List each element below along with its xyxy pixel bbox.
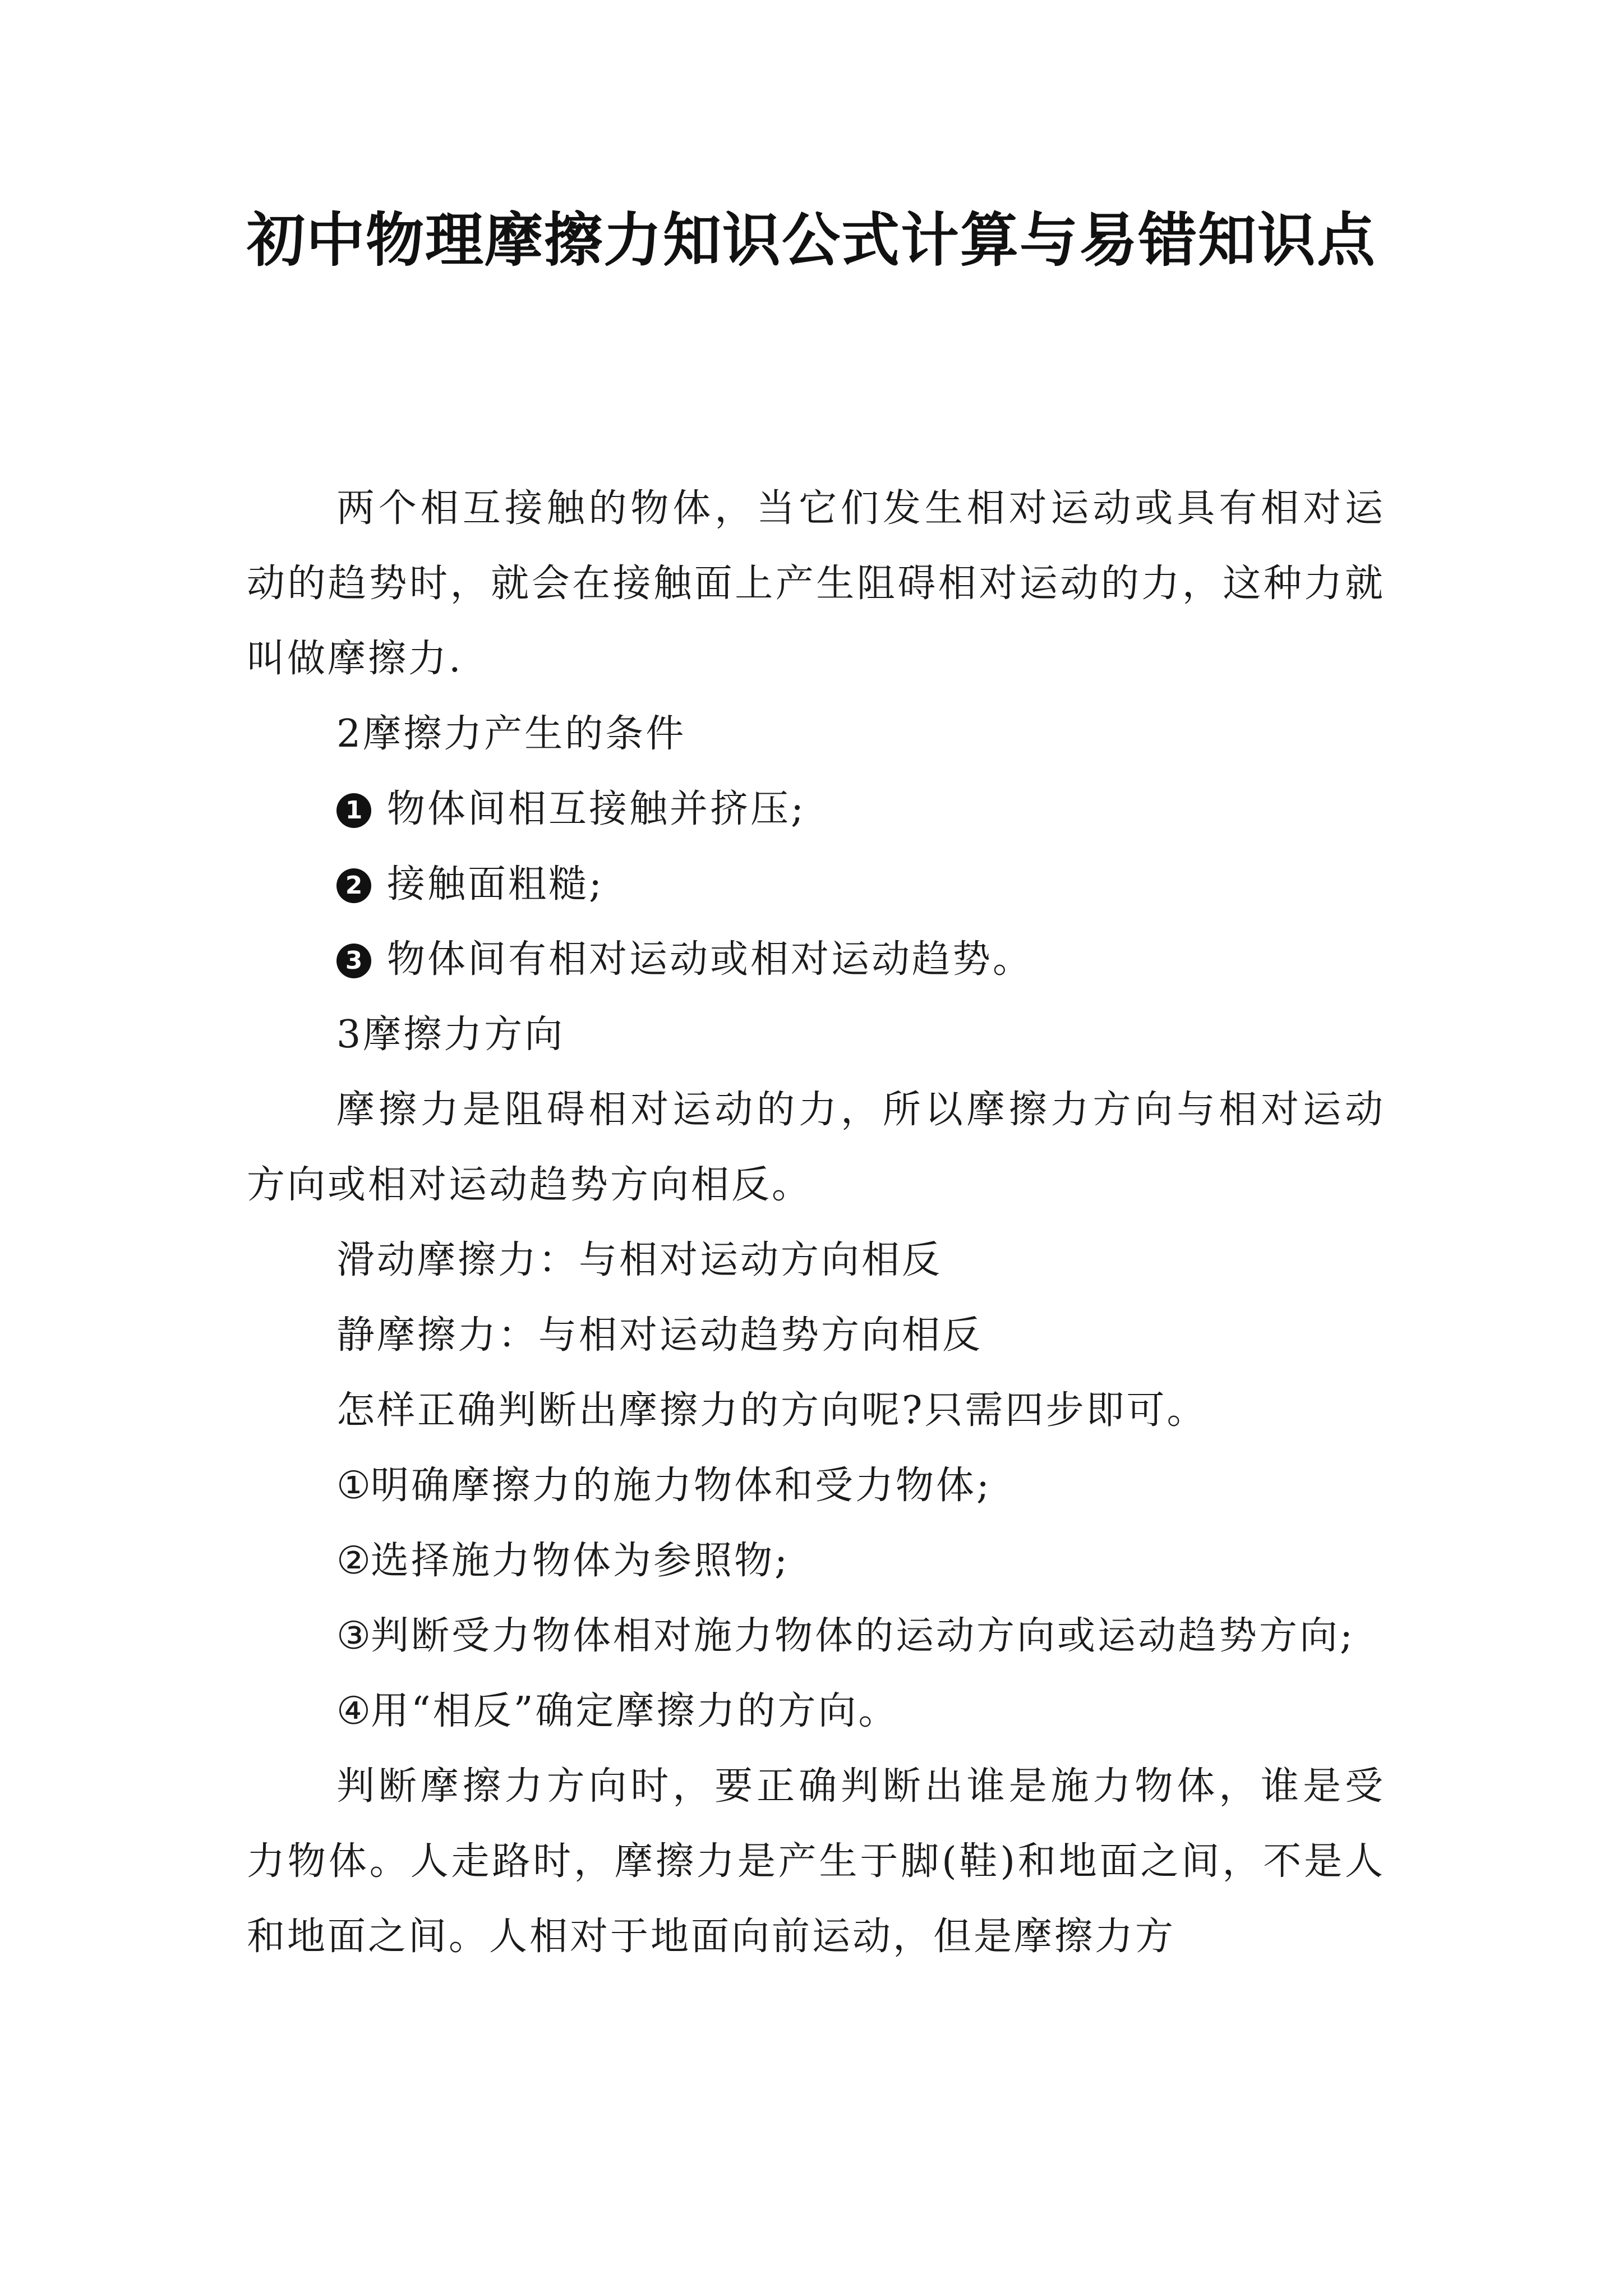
step-item — [247, 1524, 1385, 1599]
paragraph-sliding: 滑动摩擦力：与相对运动方向相反 — [336, 1238, 943, 1282]
condition-text: 物体间有相对运动或相对运动趋势。 — [387, 937, 1034, 982]
step-marker: ① — [336, 1464, 371, 1508]
paragraph-direction: 摩擦力是阻碍相对运动的力，所以摩擦力方向与相对运动方向或相对运动趋势方向相反。 — [247, 1088, 1385, 1207]
condition-text: 物体间相互接触并挤压; — [387, 787, 806, 831]
step-text: 明确摩擦力的施力物体和受力物体; — [370, 1464, 992, 1508]
condition-item — [247, 922, 1385, 997]
step-item — [247, 1599, 1385, 1674]
step-marker: ② — [336, 1539, 371, 1583]
step-text: 选择施力物体为参照物; — [370, 1539, 790, 1583]
numbered-bullet-icon: 2 — [336, 868, 371, 903]
step-marker: ③ — [336, 1614, 371, 1658]
document-body — [247, 471, 1385, 1975]
step-text: 判断受力物体相对施力物体的运动方向或运动趋势方向; — [370, 1614, 1355, 1658]
paragraph-static: 静摩擦力：与相对运动趋势方向相反 — [336, 1313, 983, 1358]
numbered-bullet-icon: 1 — [336, 793, 371, 828]
condition-text: 接触面粗糙; — [387, 862, 604, 907]
condition-item — [247, 772, 1385, 847]
heading-conditions: 2摩擦力产生的条件 — [336, 712, 686, 756]
paragraph-definition: 两个相互接触的物体，当它们发生相对运动或具有相对运动的趋势时，就会在接触面上产生阻碍相对运动的力，这种力就叫做摩擦力. — [247, 486, 1385, 681]
document-title: 初中物理摩擦力知识公式计算与易错知识点 — [247, 205, 1377, 274]
numbered-bullet-icon: 3 — [336, 944, 371, 978]
condition-item — [247, 847, 1385, 922]
heading-direction: 3摩擦力方向 — [336, 1013, 565, 1057]
step-text: 用“相反”确定摩擦力的方向。 — [370, 1689, 899, 1733]
paragraph-walking: 判断摩擦力方向时，要正确判断出谁是施力物体，谁是受力物体。人走路时，摩擦力是产生于脚(鞋)和地面之间，不是人和地面之间。人相对于地面向前运动，但是摩擦力方 — [247, 1764, 1385, 1959]
step-item — [247, 1674, 1385, 1749]
step-item — [247, 1448, 1385, 1524]
paragraph-question: 怎样正确判断出摩擦力的方向呢?只需四步即可。 — [336, 1388, 1207, 1433]
step-marker: ④ — [336, 1689, 371, 1733]
